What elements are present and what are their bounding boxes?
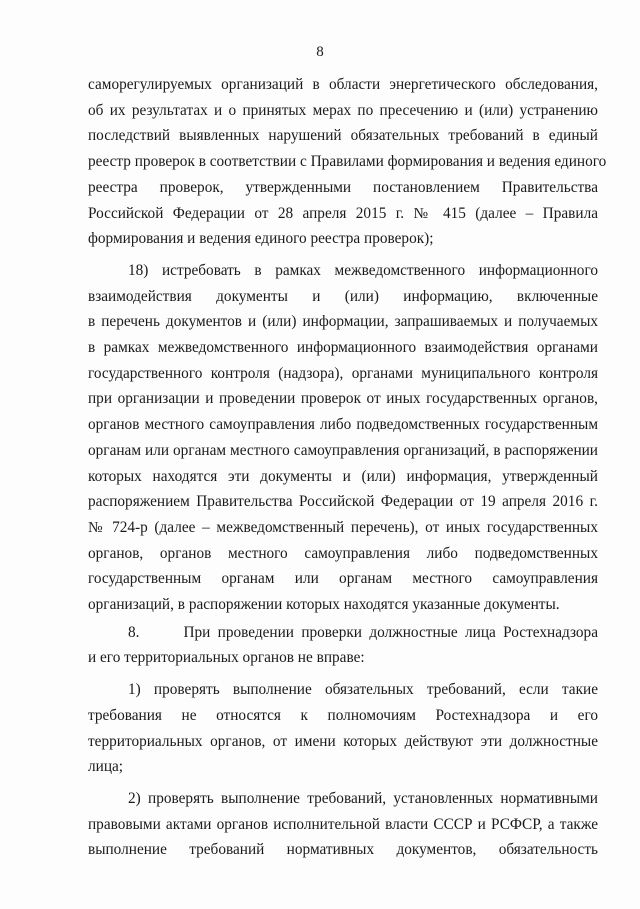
text-line: при организации и проведении проверок от иных государственных органов,	[88, 390, 598, 408]
text-line: взаимодействия документы и (или) информацию, включенные	[88, 287, 598, 305]
text-line: формирования и ведения единого реестра проверок);	[88, 230, 434, 248]
text-line: об их результатах и о принятых мерах по пресечению и (или) устранению	[88, 101, 598, 119]
text-line: государственного контроля (надзора), органами муниципального контроля	[88, 364, 598, 382]
text-line: реестр проверок в соответствии с Правилами формирования и ведения единого	[88, 153, 607, 171]
paragraph-item-18	[88, 258, 598, 618]
text-line: 8. При проведении проверки должностные лица Ростехнадзора	[128, 623, 598, 641]
paragraph-item-1	[88, 677, 598, 780]
text-line: организаций, в распоряжении которых находятся указанные документы.	[88, 596, 560, 614]
text-line: которых находятся эти документы и (или) информация, утвержденный	[88, 467, 598, 485]
text-line: реестра проверок, утвержденными постановлением Правительства	[88, 178, 598, 196]
text-line: и его территориальных органов не вправе:	[88, 649, 365, 667]
paragraph-item-2	[88, 786, 598, 863]
document-body	[88, 72, 607, 863]
paragraph-registry-entry	[88, 72, 607, 252]
text-line: в перечень документов и (или) информации, запрашиваемых и получаемых	[88, 313, 598, 331]
text-line: 1) проверять выполнение обязательных требований, если такие	[128, 681, 598, 699]
text-line: выполнение требований нормативных документов, обязательность	[88, 841, 598, 859]
text-line: государственным органам или органам местного самоуправления	[88, 570, 598, 588]
text-line: органов местного самоуправления либо подведомственных государственным	[88, 416, 598, 434]
text-line: лица;	[88, 758, 124, 776]
text-line: последствий выявленных нарушений обязательных требований в единый	[88, 127, 598, 145]
text-line: Российской Федерации от 28 апреля 2015 г. № 415 (далее – Правила	[88, 204, 598, 222]
text-line: 18) истребовать в рамках межведомственного информационного	[128, 261, 598, 279]
paragraph-section-8	[88, 620, 598, 671]
page-number: 8	[316, 44, 324, 60]
text-line: в рамках межведомственного информационного взаимодействия органами	[88, 339, 598, 357]
text-line: распоряжением Правительства Российской Федерации от 19 апреля 2016 г.	[88, 493, 598, 511]
text-line: саморегулируемых организаций в области энергетического обследования,	[88, 76, 598, 93]
text-line: органов, органов местного самоуправления либо подведомственных	[88, 544, 598, 562]
text-line: требования не относятся к полномочиям Ростехнадзора и его	[88, 706, 598, 724]
text-line: территориальных органов, от имени которых действуют эти должностные	[88, 732, 598, 750]
text-line: № 724-р (далее – межведомственный перечень), от иных государственных	[88, 518, 598, 536]
text-line: правовыми актами органов исполнительной власти СССР и РСФСР, а также	[88, 815, 598, 833]
text-line: органам или органам местного самоуправления организаций, в распоряжении	[88, 441, 598, 459]
text-line: 2) проверять выполнение требований, установленных нормативными	[128, 789, 598, 807]
